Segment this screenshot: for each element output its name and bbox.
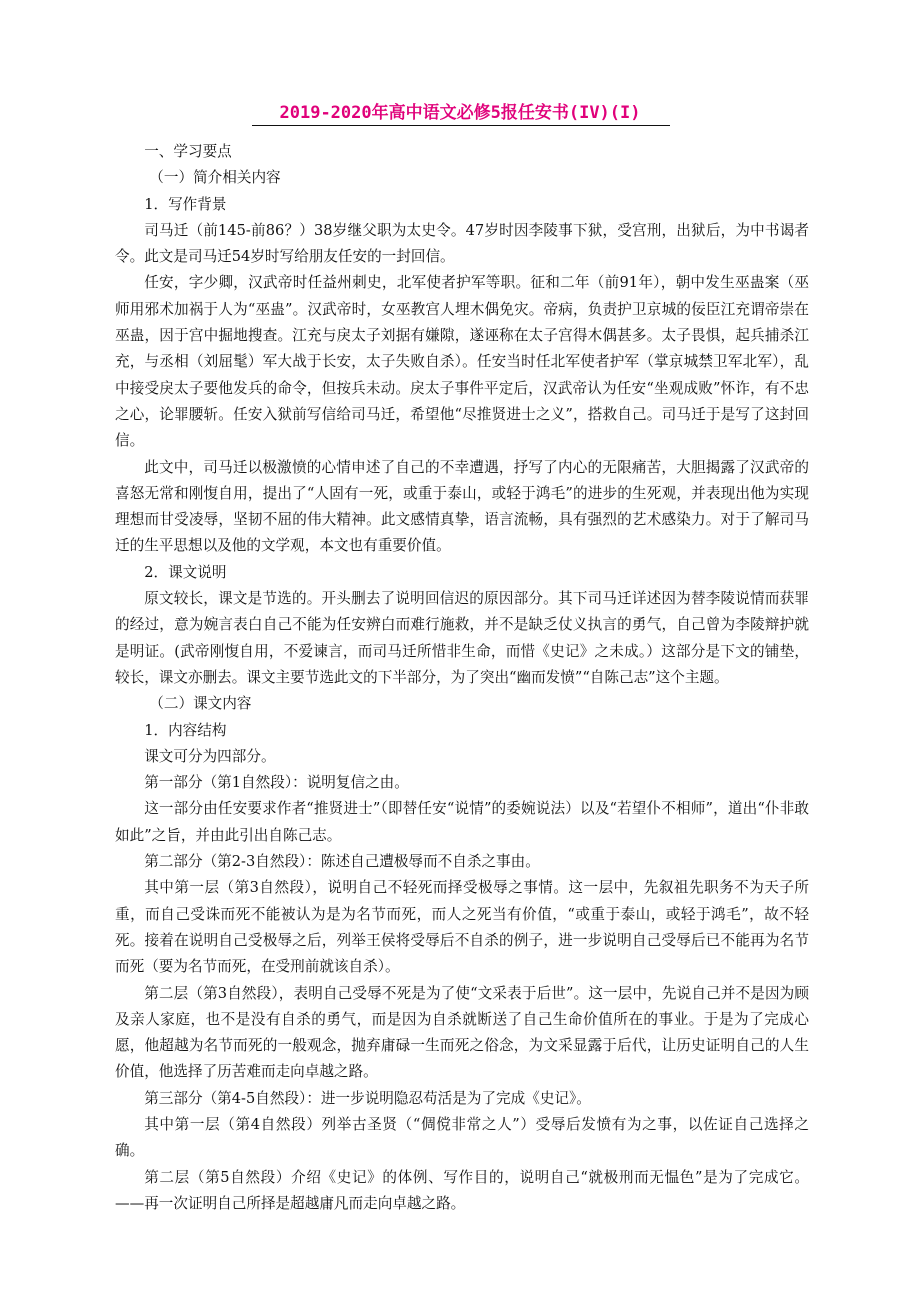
paragraph: 第一部分（第1自然段）：说明复信之由。 <box>144 774 409 792</box>
document-title: 2019-2020年高中语文必修5报任安书(IV)(I) <box>279 103 641 123</box>
paragraph: 司马迁（前145-前86？）38岁继父职为太史令。47岁时因李陵事下狱，受宫刑，出狱后，为中书谒者令。此文是司马迁54岁时写给朋友任安的一封回信。 <box>115 221 809 266</box>
paragraph: 其中第一层（第4自然段）列举古圣贤（“倜傥非常之人”）受辱后发愤有为之事，以佐证自己选择之确。 <box>115 1115 809 1160</box>
subsection-heading: （二）课文内容 <box>149 695 252 713</box>
paragraph: 第三部分（第4-5自然段）：进一步说明隐忍苟活是为了完成《史记》。 <box>144 1089 591 1107</box>
paragraph: 此文中，司马迁以极激愤的心情申述了自己的不幸遭遇，抒写了内心的无限痛苦，大胆揭露了汉武帝的喜怒无常和刚愎自用，提出了“人固有一死，或重于泰山，或轻于鸿毛”的进步的生死观，并表现出他为实现理想而甘受凌辱，坚韧不屈的伟大精神。此文感情真挚，语言流畅，具有强烈的艺术感染力。对于了解司马迁的生平思想以及他的文学观，本文也有重要价值。 <box>115 458 809 555</box>
paragraph: 原文较长，课文是节选的。开头删去了说明回信迟的原因部分。其下司马迁详述因为替李陵说情而获罪的经过，意为婉言表白自己不能为任安辨白而难行施救，并不是缺乏仗义执言的勇气，自己曾为李陵辩护就是明证。(武帝刚愎自用，不爱谏言，而司马迁所惜非生命，而惜《史记》之未成。）这部分是下文的铺垫，较长，课文亦删去。课文主要节选此文的下半部分，为了突出“幽而发愤”“自陈己志”这个主题。 <box>115 590 809 686</box>
paragraph: 课文可分为四部分。 <box>144 747 276 765</box>
paragraph: 第二部分（第2-3自然段）：陈述自己遭极辱而不自杀之事由。 <box>144 853 540 871</box>
subsection-heading: （一）简介相关内容 <box>149 169 281 187</box>
item-heading: 1．内容结构 <box>144 721 227 739</box>
document-body <box>115 139 809 1217</box>
paragraph: 其中第一层（第3自然段），说明自己不轻死而择受极辱之事情。这一层中，先叙祖先职务不为天子所重，而自己受诛而死不能被认为是为名节而死，而人之死当有价值，“或重于泰山，或轻于鸿毛”，故不轻死。接着在说明自己受极辱之后，列举王侯将受辱后不自杀的例子，进一步说明自己受辱后已不能再为名节而死（要为名节而死，在受刑前就该自杀）。 <box>115 879 809 976</box>
paragraph: 任安，字少卿，汉武帝时任益州刺史，北军使者护军等职。征和二年（前91年），朝中发生巫蛊案（巫师用邪术加祸于人为“巫蛊”。汉武帝时，女巫教宫人埋木偶免灾。帝病，负责护卫京城的佞臣江充谓帝崇在巫蛊，因于宫中掘地搜查。江充与戾太子刘据有嫌隙，遂诬称在太子宫得木偶甚多。太子畏惧，起兵捕杀江充，与丞相（刘屈髦）军大战于长安，太子失败自杀）。任安当时任北军使者护军（掌京城禁卫军北军），乱中接受戾太子要他发兵的命令，但按兵未动。戾太子事件平定后，汉武帝认为任安“坐观成败”怀诈，有不忠之心，论罪腰斩。任安入狱前写信给司马迁，希望他“尽推贤进士之义”，搭救自己。司马迁于是写了这封回信。 <box>115 274 809 450</box>
item-heading: 2．课文说明 <box>144 563 227 581</box>
title-underline <box>252 125 670 126</box>
paragraph: 第二层（第5自然段）介绍《史记》的体例、写作目的，说明自己“就极刑而无愠色”是为了完成它。——再一次证明自己所择是超越庸凡而走向卓越之路。 <box>115 1168 809 1212</box>
item-heading: 1．写作背景 <box>144 195 227 213</box>
paragraph: 这一部分由任安要求作者“推贤进士”（即替任安“说情”的委婉说法）以及“若望仆不相师”，道出“仆非敢如此”之旨，并由此引出自陈己志。 <box>115 800 809 844</box>
paragraph: 第二层（第3自然段），表明自己受辱不死是为了使“文采表于后世”。这一层中，先说自己并不是因为顾及亲人家庭，也不是没有自杀的勇气，而是因为自杀就断送了自己生命价值所在的事业。于是为了完成心愿，他超越为名节而死的一般观念，抛弃庸碌一生而死之俗念，为文采显露于后代，让历史证明自己的人生价值，他选择了历苦难而走向卓越之路。 <box>115 984 809 1081</box>
section-heading: 一、学习要点 <box>144 143 232 160</box>
